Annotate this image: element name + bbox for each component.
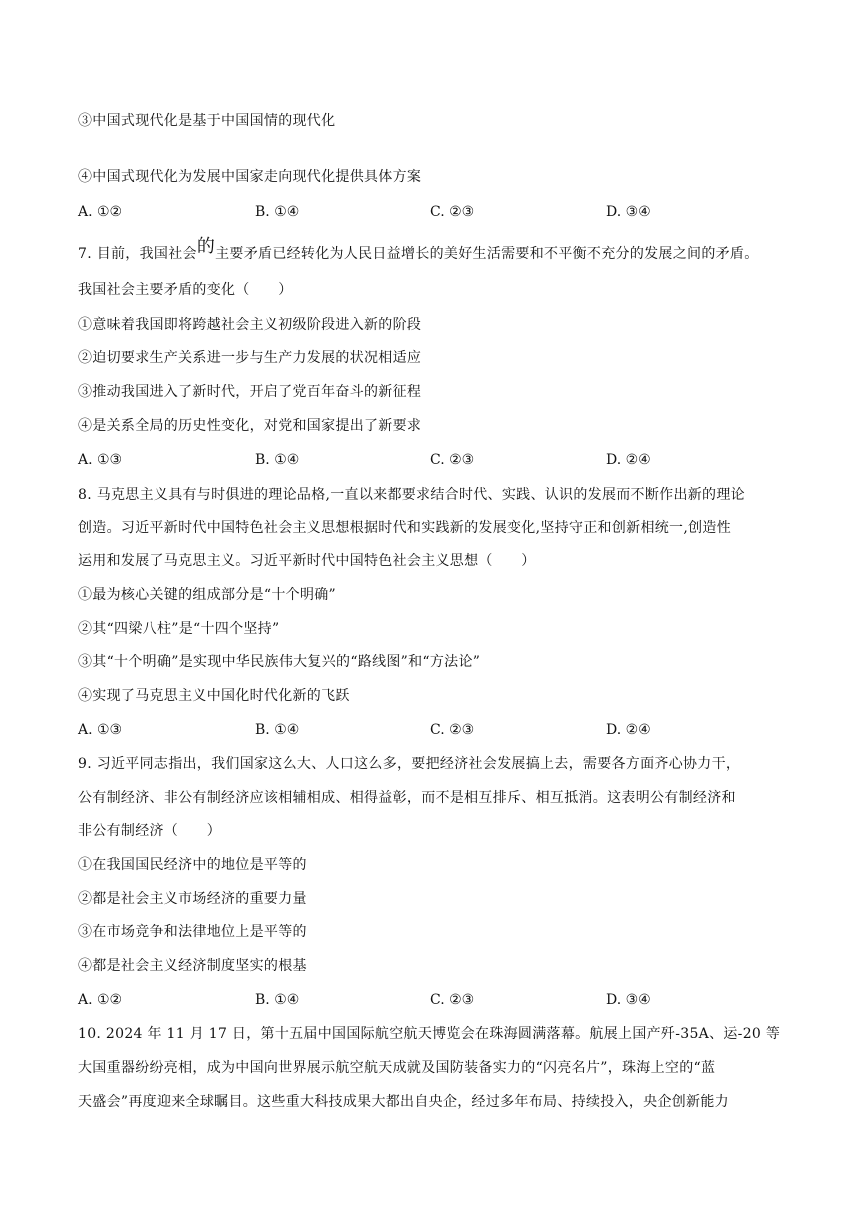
q9-option-c: C. ②③: [430, 992, 475, 1008]
q8-option-c: C. ②③: [430, 722, 475, 738]
q7-stem-pre: 7. 目前，我国社会: [78, 246, 197, 262]
q10-stem-line-3: 天盛会”再度迎来全球瞩目。这些重大科技成果大都出自央企，经过多年布局、持续投入，央企创新能力: [78, 1094, 729, 1110]
q8-choice-1: ①最为核心关键的组成部分是“十个明确”: [78, 587, 337, 603]
q8-choice-2: ②其“四梁八柱”是“十四个坚持”: [78, 621, 280, 637]
q7-choice-3: ③推动我国进入了新时代，开启了党百年奋斗的新征程: [78, 384, 422, 400]
q8-choice-3: ③其“十个明确”是实现中华民族伟大复兴的“路线图”和“方法论”: [78, 654, 481, 670]
q7-option-b: B. ①④: [255, 452, 300, 468]
q9-stem-line-3: 非公有制经济（ ）: [78, 823, 221, 839]
q10-stem-line-1: 10. 2024 年 11 月 17 日，第十五届中国国际航空航天博览会在珠海圆满落幕。航展上国产歼-35A、运-20 等: [78, 1026, 781, 1042]
q8-option-d: D. ②④: [606, 722, 651, 738]
q8-option-a: A. ①③: [78, 722, 123, 738]
q9-stem-line-1: 9. 习近平同志指出，我们国家这么大、人口这么多，要把经济社会发展搞上去，需要各方面齐心协力干，: [78, 756, 741, 772]
q8-stem-line-2: 创造。习近平新时代中国特色社会主义思想根据时代和实践新的发展变化,坚持守正和创新相统一,创造性: [78, 520, 731, 536]
q6-option-b: B. ①④: [255, 204, 300, 220]
q7-choice-4: ④是关系全局的历史性变化，对党和国家提出了新要求: [78, 418, 422, 434]
q7-stem-line-2: 我国社会主要矛盾的变化（ ）: [78, 282, 293, 298]
q9-option-b: B. ①④: [255, 992, 300, 1008]
q9-choice-1: ①在我国国民经济中的地位是平等的: [78, 857, 307, 873]
q7-stem-line-1: [78, 236, 759, 264]
q7-option-c: C. ②③: [430, 452, 475, 468]
q6-choice-4: ④中国式现代化为发展中国家走向现代化提供具体方案: [78, 169, 422, 185]
q8-stem-line-3: 运用和发展了马克思主义。习近平新时代中国特色社会主义思想（ ）: [78, 553, 536, 569]
q9-choice-3: ③在市场竞争和法律地位上是平等的: [78, 924, 307, 940]
q7-choice-2: ②迫切要求生产关系进一步与生产力发展的状况相适应: [78, 350, 422, 366]
q9-option-d: D. ③④: [606, 992, 651, 1008]
q9-choice-2: ②都是社会主义市场经济的重要力量: [78, 891, 307, 907]
q8-choice-4: ④实现了马克思主义中国化时代化新的飞跃: [78, 688, 350, 704]
q9-option-a: A. ①②: [78, 992, 123, 1008]
q9-stem-line-2: 公有制经济、非公有制经济应该相辅相成、相得益彰，而不是相互排斥、相互抵消。这表明公有制经济和: [78, 790, 736, 806]
q7-option-a: A. ①③: [78, 452, 123, 468]
q6-option-a: A. ①②: [78, 204, 123, 220]
q10-stem-line-2: 大国重器纷纷亮相，成为中国向世界展示航空航天成就及国防装备实力的“闪亮名片”，珠海上空的“蓝: [78, 1060, 716, 1076]
q9-choice-4: ④都是社会主义经济制度坚实的根基: [78, 958, 307, 974]
q6-choice-3: ③中国式现代化是基于中国国情的现代化: [78, 113, 336, 129]
q7-stem-post: 主要矛盾已经转化为人民日益增长的美好生活需要和不平衡不充分的发展之间的矛盾。: [215, 246, 759, 262]
q8-stem-line-1: 8. 马克思主义具有与时俱进的理论品格,一直以来都要求结合时代、实践、认识的发展而不断作出新的理论: [78, 487, 745, 503]
q6-option-d: D. ③④: [606, 204, 651, 220]
q7-stem-large-char: 的: [196, 236, 216, 257]
q7-option-d: D. ②④: [606, 452, 651, 468]
q8-option-b: B. ①④: [255, 722, 300, 738]
q7-choice-1: ①意味着我国即将跨越社会主义初级阶段进入新的阶段: [78, 317, 422, 333]
q6-option-c: C. ②③: [430, 204, 475, 220]
